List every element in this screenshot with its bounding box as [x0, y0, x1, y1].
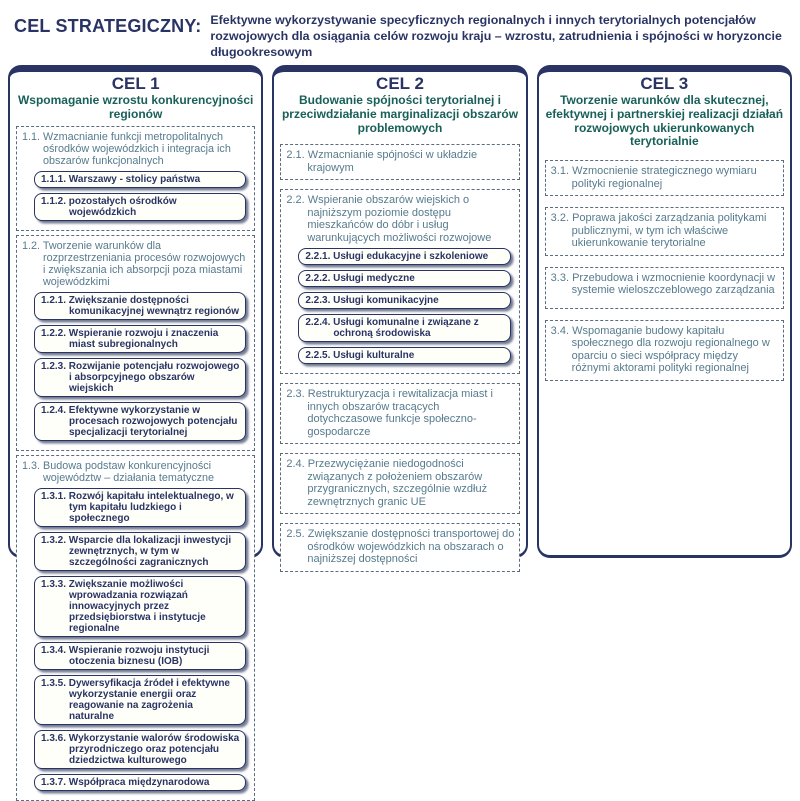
section-number: 3.2. — [550, 212, 570, 225]
sub-item-pill — [298, 248, 510, 265]
sub-item-text-wrap — [41, 777, 240, 788]
item-number: 1.2.2. — [41, 327, 67, 339]
sections — [14, 126, 257, 801]
item-number: 1.3.4. — [41, 644, 67, 656]
section-heading — [22, 460, 250, 484]
section-number: 3.3. — [550, 271, 570, 284]
section-box — [280, 453, 519, 514]
section-number: 1.2. — [22, 239, 41, 252]
sub-item-text-wrap — [305, 273, 504, 284]
goal-column — [272, 65, 527, 566]
item-number: 1.3.7. — [41, 776, 67, 788]
sub-item-text-wrap — [305, 251, 504, 262]
section-text: Zwiększanie dostępności transportowej do ośrodków wojewódzkich na obszarach o najniższej dostępności — [304, 528, 515, 566]
item-text: Wspieranie rozwoju instytucji otoczenia biznesu (IOB) — [66, 644, 210, 667]
section-text: Wspieranie obszarów wiejskich o najniższym poziomie dostępu mieszkańców do dóbr i usług warunkujących możliwości rozwojowe — [304, 194, 492, 244]
item-number: 2.2.4. — [305, 317, 331, 329]
item-number: 1.2.1. — [41, 294, 67, 306]
sub-item-text-wrap — [41, 733, 240, 766]
section-text: Tworzenie warunków dla rozprzestrzeniania procesów rozwojowych i zwiększania ich absorpcji poza miastami wojewódzkimi — [40, 239, 246, 288]
item-number: 1.2.4. — [41, 404, 67, 416]
section-heading — [286, 194, 514, 244]
item-number: 1.3.5. — [41, 677, 67, 689]
sub-item-pill — [34, 642, 246, 670]
item-text: Dywersyfikacja źródeł i efektywne wykorzystanie energii oraz reagowanie na zagrożenia naturalne — [66, 677, 230, 722]
sub-item-pill — [298, 270, 510, 287]
section-number: 2.5. — [286, 528, 305, 541]
sub-item-pill — [34, 193, 246, 221]
section-heading — [551, 272, 779, 297]
sections — [543, 160, 786, 381]
section-text: Wzmacnianie spójności w układzie krajowym — [304, 149, 478, 174]
sub-item-text-wrap — [41, 579, 240, 634]
item-text: Wspieranie rozwoju i znaczenia miast subregionalnych — [66, 327, 219, 350]
item-text: Rozwój kapitału intelektualnego, w tym kapitału ludzkiego i społecznego — [66, 490, 234, 524]
section-number: 2.2. — [286, 194, 305, 207]
section-text: Przezwyciężanie niedogodności związanych z położeniem obszarów przygranicznych, szczególnie wzdłuż zewnętrznych granic UE — [304, 458, 488, 508]
section-box — [16, 235, 255, 451]
item-number: 2.2.1. — [305, 251, 331, 263]
sections — [278, 144, 521, 572]
section-heading — [286, 528, 514, 566]
section-number: 1.1. — [22, 130, 41, 143]
item-number: 1.3.1. — [41, 490, 67, 502]
item-text: Zwiększanie dostępności komunikacyjnej wewnątrz regionów — [66, 294, 240, 317]
sub-item-pill — [34, 675, 246, 725]
strategic-goal-label: CEL STRATEGICZNY: — [14, 16, 202, 36]
sub-item-pill — [34, 488, 246, 527]
sub-item-pill — [34, 358, 246, 397]
item-text: Wsparcie dla lokalizacji inwestycji zewnętrznych, w tym w szczególności zagranicznych — [66, 534, 232, 568]
section-text: Wzmacnianie funkcji metropolitalnych ośrodków wojewódzkich i integracja ich obszarów funkcjonalnych — [40, 130, 231, 167]
goal-title: CEL 3 — [640, 74, 689, 94]
section-box — [16, 126, 255, 231]
section-text: Poprawa jakości zarządzania politykami publicznymi, w tym ich właściwe ukierunkowanie terytorialne — [569, 212, 767, 250]
item-text: Rozwijanie potencjału rozwojowego i absorpcyjnego obszarów wiejskich — [66, 360, 240, 394]
strategic-goal-description: Efektywne wykorzystywanie specyficznych regionalnych i innych terytorialnych potencjałów rozwojowych dla osiągania celów rozwoju kraju – wzrostu, zatrudnienia i spójności w horyzoncie długookresowym — [210, 13, 782, 60]
section-heading — [286, 388, 514, 438]
sub-item-text-wrap — [305, 317, 504, 339]
section-items — [22, 488, 250, 791]
section-number: 2.1. — [286, 149, 305, 162]
sub-item-text-wrap — [305, 350, 504, 361]
sub-item-text-wrap — [41, 361, 240, 394]
sub-item-text-wrap — [41, 295, 240, 317]
sub-item-text-wrap — [305, 295, 504, 306]
sub-item-pill — [298, 347, 510, 364]
section-box — [280, 189, 519, 374]
section-number: 3.4. — [550, 324, 570, 337]
goal-column — [537, 65, 792, 558]
section-text: Budowa podstaw konkurencyjności województw – działania tematyczne — [40, 459, 215, 484]
section-box — [545, 160, 784, 196]
item-text: Wykorzystanie walorów środowiska przyrodniczego oraz potencjału dziedzictwa kulturowego — [66, 732, 240, 766]
item-number: 1.1.2. — [41, 195, 67, 207]
section-heading — [551, 165, 779, 190]
section-box — [280, 144, 519, 180]
item-number: 2.2.5. — [305, 350, 331, 362]
section-box — [16, 455, 255, 801]
goal-title: CEL 2 — [376, 74, 424, 94]
item-number: 1.2.3. — [41, 360, 67, 372]
section-heading — [551, 325, 779, 375]
section-text: Restrukturyzacja i rewitalizacja miast i innych obszarów tracących dotychczasowe funkcje społeczno-gospodarcze — [304, 388, 493, 438]
item-text: Zwiększanie możliwości wprowadzania rozwiązań innowacyjnych przez przedsiębiorstwa i instytucje regionalne — [66, 578, 206, 634]
item-text: Usługi komunikacyjne — [330, 295, 439, 307]
section-box — [545, 320, 784, 381]
item-number: 1.3.6. — [41, 732, 67, 744]
sub-item-pill — [34, 774, 246, 791]
section-number: 2.4. — [286, 458, 305, 471]
goal-subtitle: Tworzenie warunków dla skutecznej, efektywnej i partnerskiej realizacji działań rozwojowych ukierunkowanych terytorialnie — [545, 92, 784, 149]
sub-item-pill — [298, 314, 510, 342]
item-text: Usługi edukacyjne i szkoleniowe — [330, 251, 489, 263]
section-heading — [551, 212, 779, 250]
item-text: Warszawy - stolicy państwa — [66, 173, 201, 185]
sub-item-pill — [34, 292, 246, 320]
section-box — [280, 523, 519, 572]
sub-item-text-wrap — [41, 174, 240, 185]
item-number: 1.3.2. — [41, 534, 67, 546]
section-number: 3.1. — [550, 165, 570, 178]
item-text: Usługi medyczne — [330, 273, 415, 285]
sub-item-pill — [298, 292, 510, 309]
sub-item-pill — [34, 171, 246, 188]
goals-columns — [0, 62, 800, 788]
strategic-goal-header — [0, 0, 800, 62]
section-box — [545, 207, 784, 256]
sub-item-pill — [34, 532, 246, 571]
section-heading — [286, 149, 514, 174]
section-items — [22, 292, 250, 441]
goal-column — [8, 65, 263, 788]
section-heading — [22, 131, 250, 167]
goal-subtitle: Wspomaganie wzrostu konkurencyjności regionów — [17, 92, 254, 121]
item-text: Usługi komunalne i związane z ochroną środowiska — [330, 317, 479, 340]
section-number: 2.3. — [286, 388, 305, 401]
section-heading — [22, 240, 250, 288]
item-text: Współpraca międzynarodowa — [66, 776, 210, 788]
section-number: 1.3. — [22, 459, 41, 472]
item-text: Usługi kulturalne — [330, 350, 415, 362]
sub-item-text-wrap — [41, 645, 240, 667]
item-number: 1.3.3. — [41, 578, 67, 590]
section-text: Wspomaganie budowy kapitału społecznego dla rozwoju regionalnego w oparciu o sieci współpracy między różnymi aktorami polityki regionalnej — [569, 324, 770, 375]
item-number: 1.1.1. — [41, 173, 67, 185]
goal-subtitle: Budowanie spójności terytorialnej i przeciwdziałanie marginalizacji obszarów problemowych — [281, 92, 519, 135]
sub-item-pill — [34, 402, 246, 441]
section-text: Przebudowa i wzmocnienie koordynacji w systemie wieloszczeblowego zarządzania — [569, 271, 776, 297]
sub-item-pill — [34, 576, 246, 637]
section-text: Wzmocnienie strategicznego wymiaru polityki regionalnej — [569, 165, 757, 190]
item-text: pozostałych ośrodków wojewódzkich — [66, 195, 177, 218]
sub-item-text-wrap — [41, 678, 240, 722]
section-items — [286, 248, 514, 364]
sub-item-pill — [34, 325, 246, 353]
sub-item-pill — [34, 730, 246, 769]
goal-title: CEL 1 — [111, 74, 160, 94]
item-text: Efektywne wykorzystanie w procesach rozwojowych potencjału specjalizacji terytorialnej — [66, 404, 238, 438]
section-items — [22, 171, 250, 221]
sub-item-text-wrap — [41, 405, 240, 438]
section-heading — [286, 458, 514, 508]
section-box — [280, 383, 519, 444]
sub-item-text-wrap — [41, 196, 240, 218]
item-number: 2.2.3. — [305, 295, 331, 307]
section-box — [545, 267, 784, 309]
item-number: 2.2.2. — [305, 273, 331, 285]
sub-item-text-wrap — [41, 328, 240, 350]
sub-item-text-wrap — [41, 491, 240, 524]
